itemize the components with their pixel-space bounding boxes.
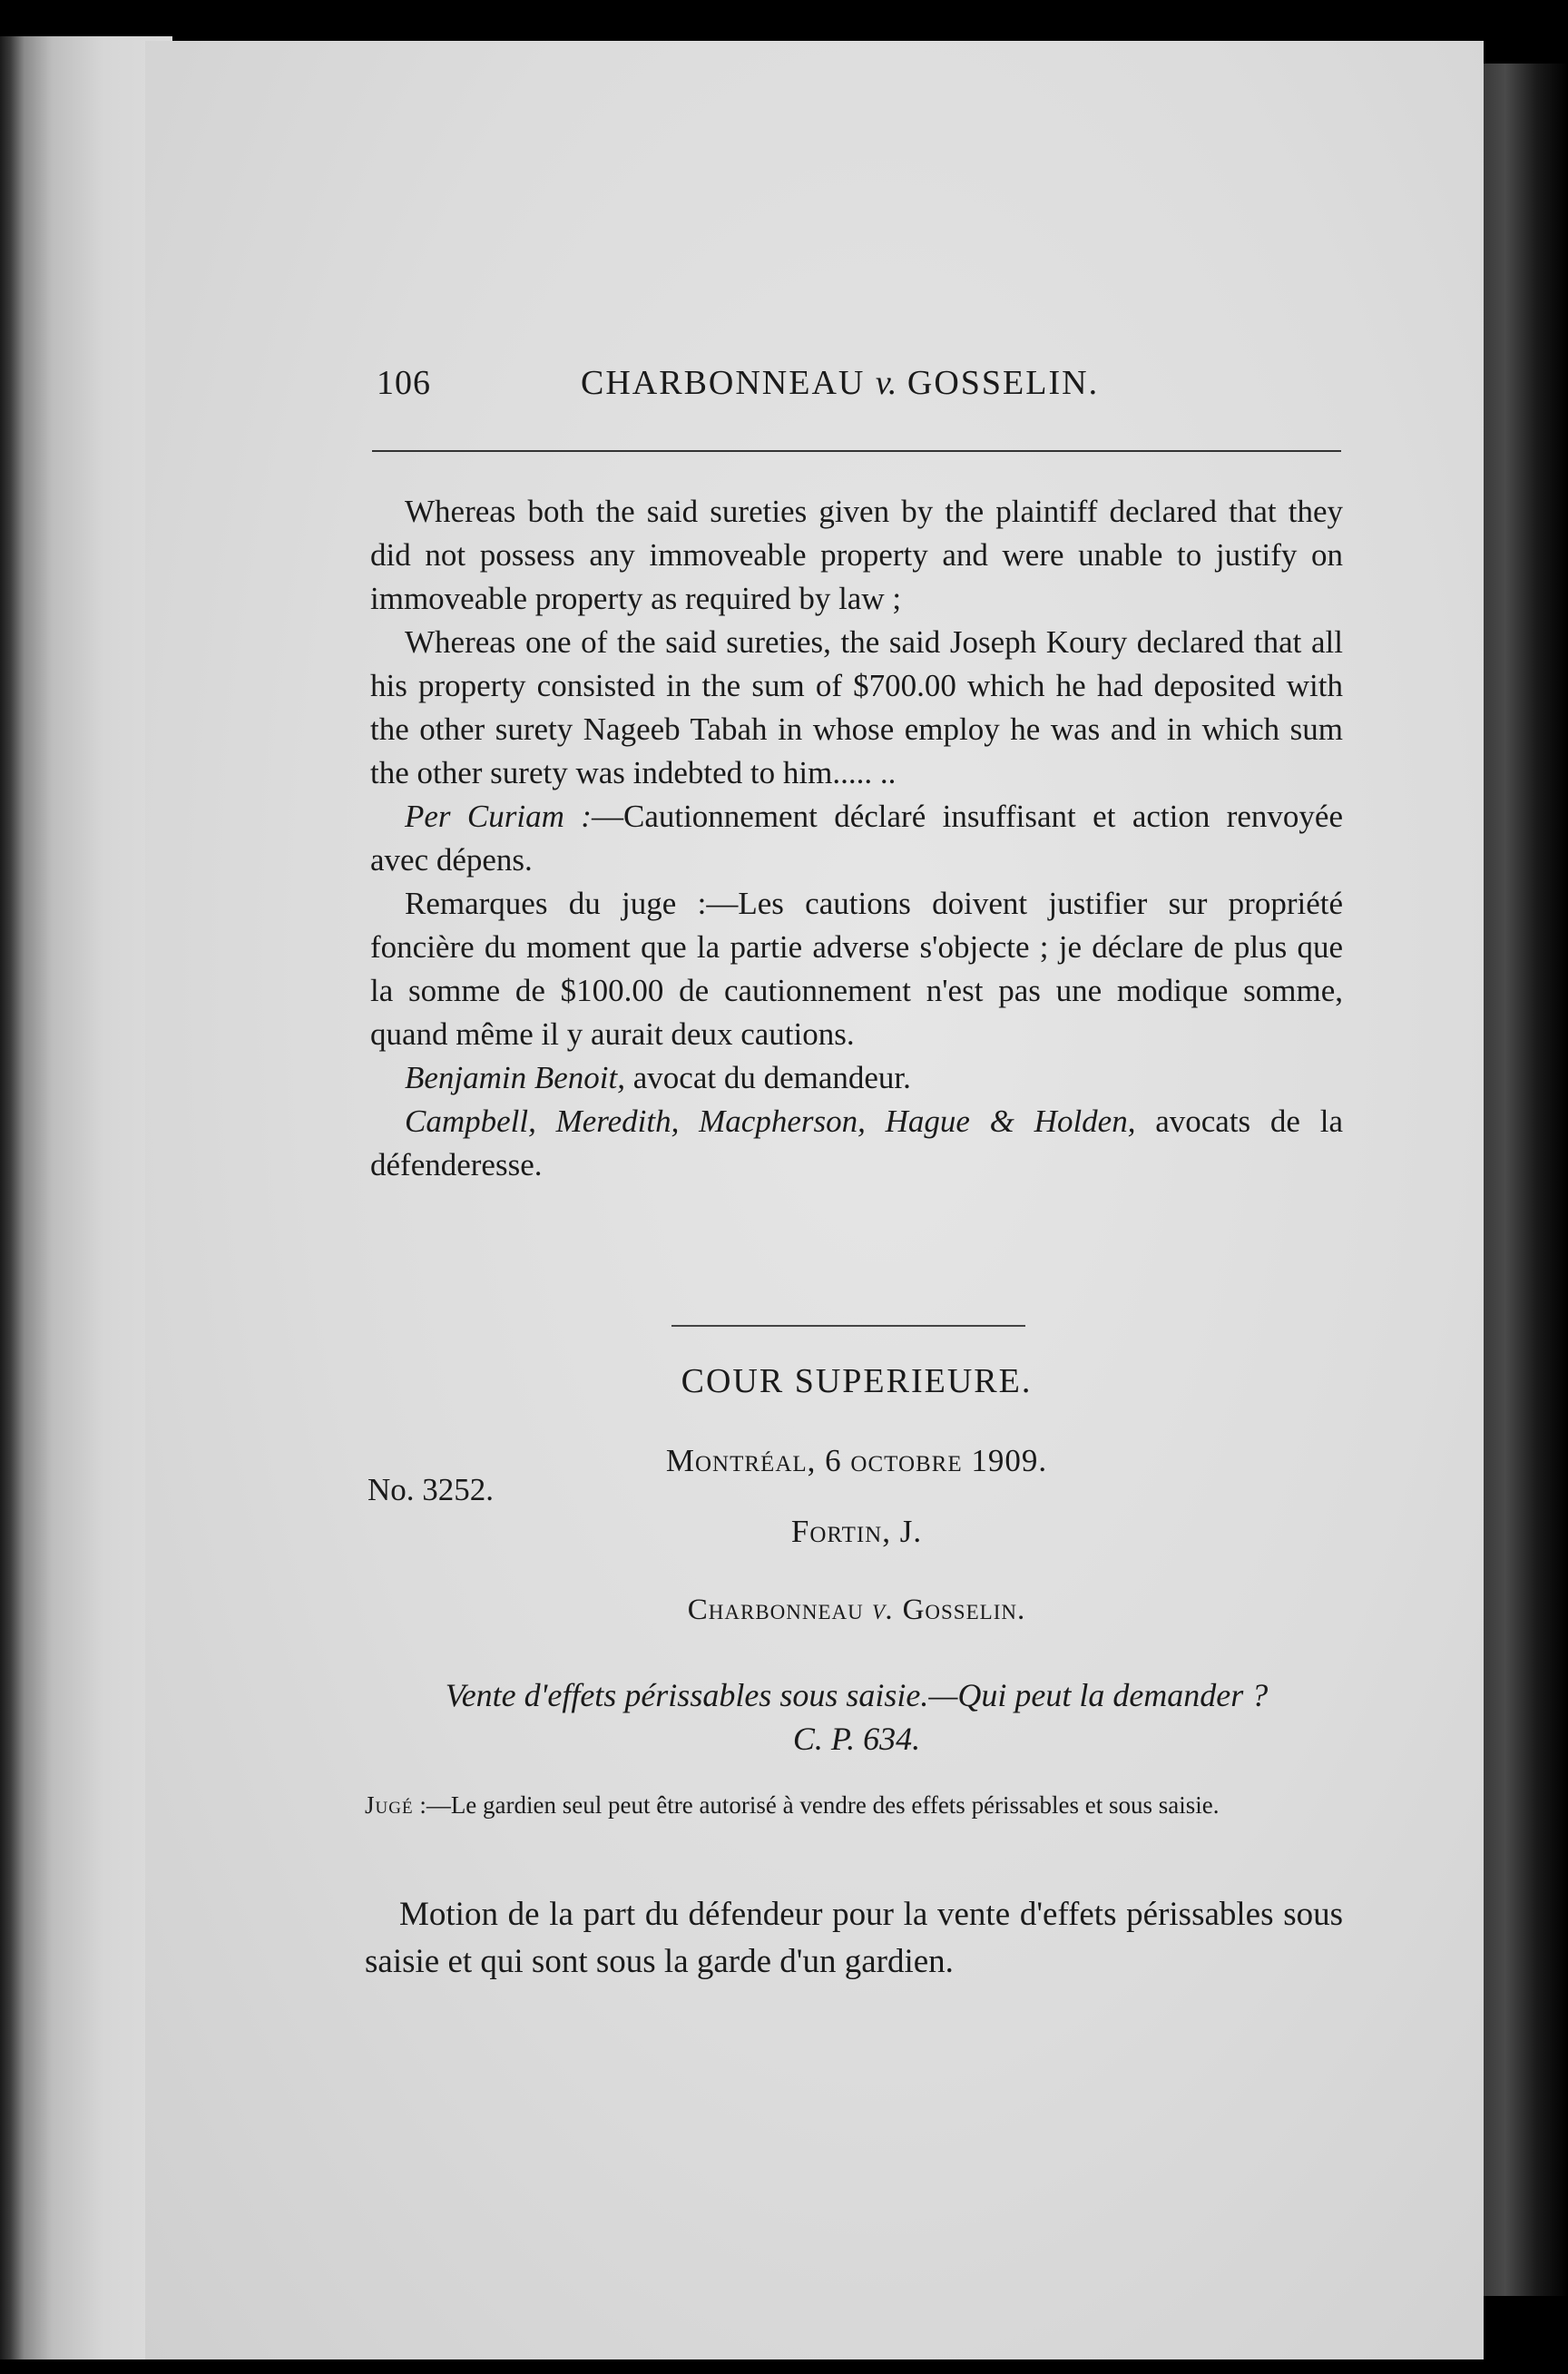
section-divider [671, 1325, 1025, 1327]
case-title-right: Gosselin. [902, 1594, 1026, 1626]
subject-line-2: C. P. 634. [792, 1721, 921, 1757]
per-curiam-text: —Cautionnement déclaré insuffisant et action renvoyée avec dépens. [370, 799, 1344, 878]
body-text [370, 490, 1343, 1187]
running-header [377, 363, 1338, 417]
subject-line-1: Vente d'effets périssables sous saisie.—Qui peut la demander ? [445, 1677, 1269, 1713]
headnote-lead: Jugé [365, 1791, 414, 1819]
case-title [370, 1594, 1343, 1627]
running-title-vs: v. [875, 364, 897, 402]
counsel-defendant-role: avocats de la défenderesse. [370, 1104, 1343, 1182]
case-title-vs: v. [872, 1594, 895, 1626]
case-subject [370, 1673, 1343, 1761]
page-number: 106 [377, 364, 431, 402]
header-rule [372, 450, 1341, 452]
motion-paragraph: Motion de la part du défendeur pour la vente d'effets périssables sous saisie et qui sont sous la garde d'un gardien. [365, 1896, 1343, 1980]
counsel-plaintiff-name: Benjamin Benoit, [405, 1060, 626, 1095]
paragraph-whereas-1: Whereas both the said sureties given by the plaintiff declared that they did not possess any immoveable property and were unable to justify on immoveable property as required by law ; [370, 494, 1343, 616]
counsel-plaintiff-role: avocat du demandeur. [625, 1060, 911, 1095]
headnote [365, 1788, 1343, 1822]
running-title-left: CHARBONNEAU [581, 364, 866, 402]
judge-name: Fortin, J. [790, 1514, 923, 1549]
paragraph-remarques: Remarques du juge :—Les cautions doivent justifier sur propriété foncière du moment que la partie adverse s'objecte ; je déclare de plus que la somme de $100.00 de cautionnement n'est pas une modique somme, quand même il y aurait deux cautions. [370, 886, 1343, 1052]
running-title-right: GOSSELIN. [906, 364, 1100, 402]
paragraph-whereas-2: Whereas one of the said sureties, the said Joseph Koury declared that all his property consisted in the sum of $700.00 which he had deposited with the other surety Nageeb Tabah in whose employ he was and in which sum the other surety was indebted to him..... .. [370, 624, 1343, 790]
paragraph-counsel-plaintiff [370, 1056, 1343, 1100]
case-number: No. 3252. [368, 1472, 495, 1507]
paragraph-per-curiam [370, 795, 1343, 882]
place-date: Montréal, 6 octobre 1909. [665, 1443, 1048, 1478]
court-heading: COUR SUPERIEURE. [681, 1362, 1033, 1400]
headnote-text: :—Le gardien seul peut être autorisé à vendre des effets périssables et sous saisie. [413, 1791, 1220, 1819]
counsel-defendant-name: Campbell, Meredith, Macpherson, Hague & Holden, [405, 1104, 1136, 1139]
per-curiam-label: Per Curiam : [405, 799, 592, 834]
running-title [581, 363, 1099, 403]
case-title-left: Charbonneau [687, 1594, 864, 1626]
paragraph-counsel-defendant [370, 1100, 1343, 1187]
